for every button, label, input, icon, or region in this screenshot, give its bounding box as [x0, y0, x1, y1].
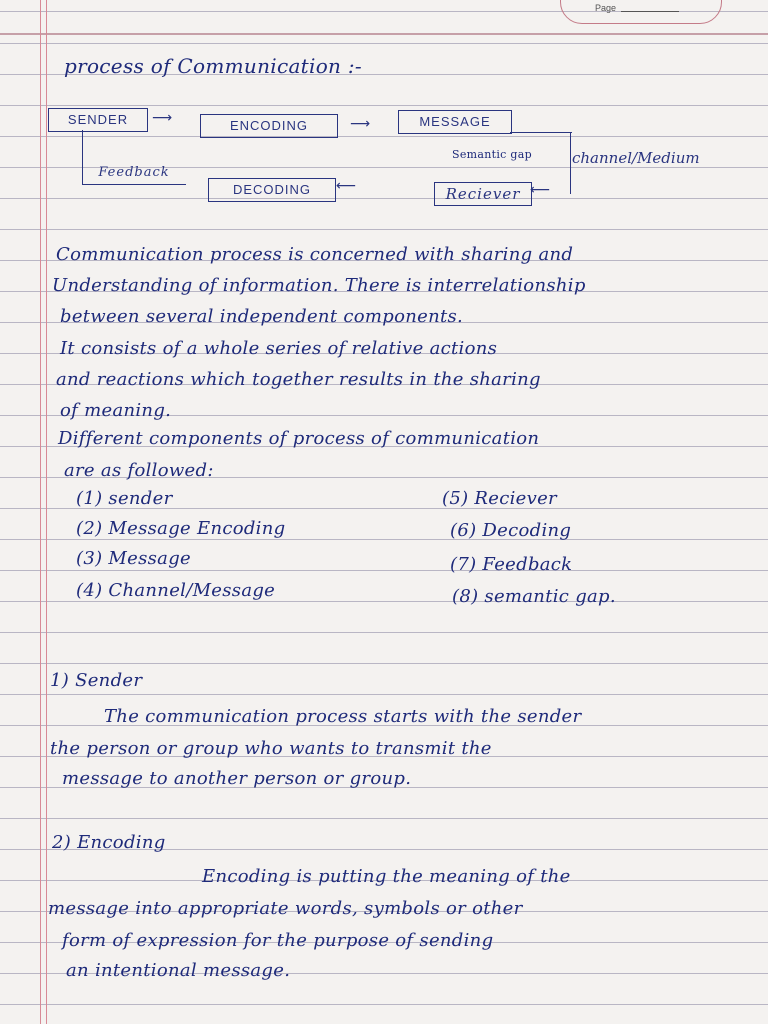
intro-line: of meaning.	[60, 400, 172, 421]
intro-line: Communication process is concerned with sharing and	[56, 244, 574, 265]
section-line: message to another person or group.	[62, 768, 412, 789]
component-item: (8) semantic gap.	[452, 586, 616, 607]
intro-line: are as followed:	[64, 460, 214, 481]
diagram-connector	[510, 132, 572, 133]
intro-line: between several independent components.	[60, 306, 464, 327]
page-label: Page	[595, 3, 617, 13]
section-line: The communication process starts with the sender	[104, 706, 582, 727]
diagram-feedback-label: Feedback	[82, 162, 186, 185]
arrow-icon: ⟶	[350, 116, 371, 132]
top-rule	[0, 33, 768, 35]
diagram-channel-label: channel/Medium	[572, 149, 700, 167]
diagram-receiver-box: Reciever	[434, 182, 532, 206]
margin-line-left	[40, 0, 41, 1024]
intro-line: It consists of a whole series of relative actions	[60, 338, 498, 359]
arrow-icon: ⟵	[336, 178, 357, 194]
arrow-icon: ⟶	[152, 110, 173, 126]
intro-line: and reactions which together results in the sharing	[56, 369, 541, 390]
arrow-icon: ⟵	[530, 182, 551, 198]
page-number-tag	[560, 0, 722, 24]
diagram-semantic-gap: Semantic gap	[452, 148, 532, 161]
page-title: process of Communication :-	[64, 54, 362, 78]
diagram-decoding-box: DECODING	[208, 178, 336, 202]
intro-line: Different components of process of communication	[58, 428, 540, 449]
diagram-connector	[570, 132, 571, 194]
intro-line: Understanding of information. There is interrelationship	[52, 275, 586, 296]
section-line: an intentional message.	[66, 960, 291, 981]
component-item: (5) Reciever	[442, 488, 557, 509]
component-item: (2) Message Encoding	[76, 518, 286, 539]
section-heading: 1) Sender	[50, 670, 143, 691]
section-line: message into appropriate words, symbols or other	[48, 898, 523, 919]
section-heading: 2) Encoding	[52, 832, 166, 853]
component-item: (7) Feedback	[450, 554, 573, 575]
margin-line-left-inner	[46, 0, 47, 1024]
component-item: (3) Message	[76, 548, 191, 569]
section-line: Encoding is putting the meaning of the	[202, 866, 571, 887]
component-item: (1) sender	[76, 488, 173, 509]
diagram-encoding-box: ENCODING	[200, 114, 338, 138]
section-line: the person or group who wants to transmit the	[50, 738, 492, 759]
component-item: (4) Channel/Message	[76, 580, 276, 601]
section-line: form of expression for the purpose of sending	[62, 930, 494, 951]
diagram-sender-box: SENDER	[48, 108, 148, 132]
component-item: (6) Decoding	[450, 520, 572, 541]
diagram-message-box: MESSAGE	[398, 110, 512, 134]
page-number-blank	[621, 11, 679, 12]
diagram-connector	[82, 130, 83, 184]
